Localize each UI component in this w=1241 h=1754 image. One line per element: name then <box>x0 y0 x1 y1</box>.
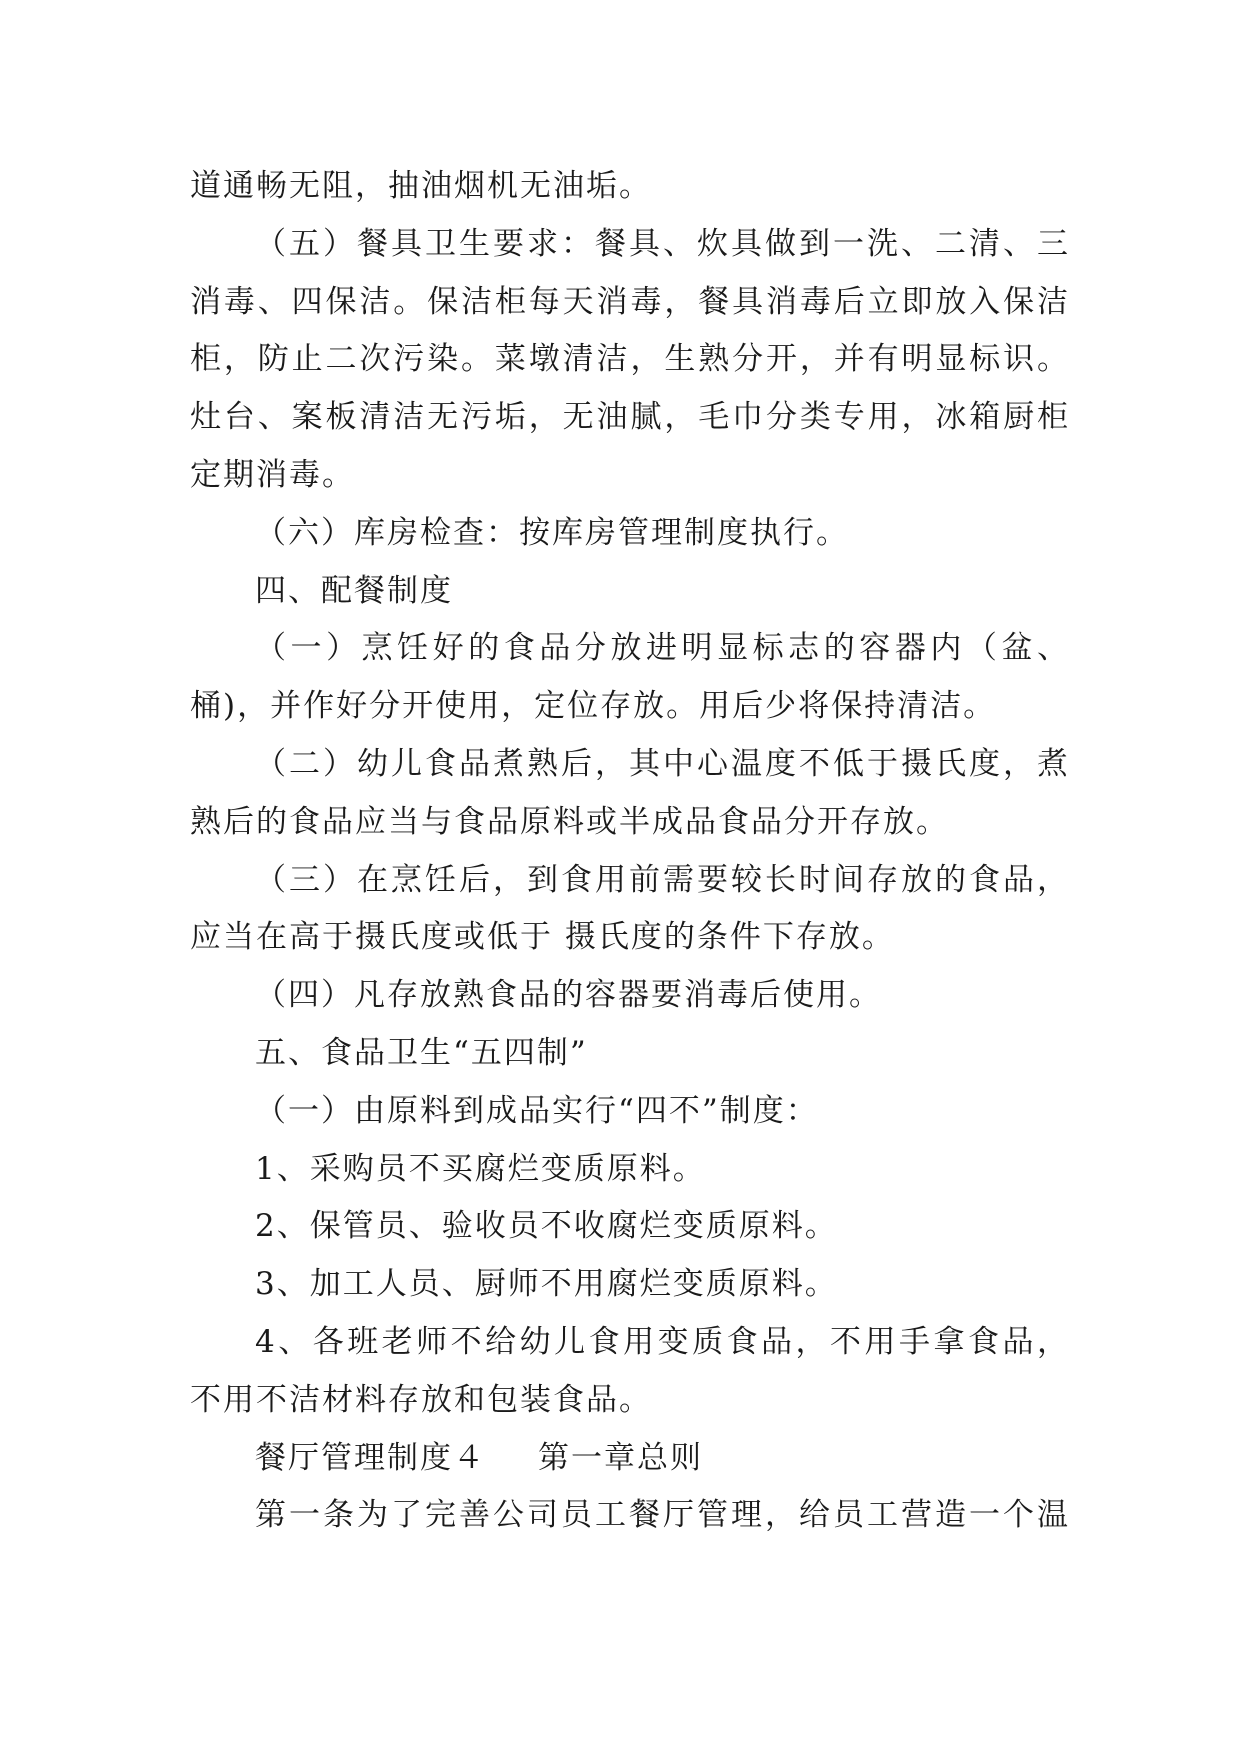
paragraph-line: （五）餐具卫生要求：餐具、炊具做到一洗、二清、三 <box>255 225 1070 262</box>
section-heading: 五、食品卫生“五四制” <box>255 1034 588 1071</box>
paragraph-line: （一）由原料到成品实行“四不”制度： <box>255 1092 819 1129</box>
paragraph-line: 不用不洁材料存放和包装食品。 <box>190 1381 652 1418</box>
paragraph-line: （六）库房检查：按库房管理制度执行。 <box>255 514 849 551</box>
document-body <box>190 158 1070 1545</box>
list-item: 4、各班老师不给幼儿食用变质食品，不用手拿食品， <box>255 1323 1070 1360</box>
paragraph-line: （一）烹饪好的食品分放进明显标志的容器内（盆、 <box>255 630 1070 667</box>
section-heading: 四、配餐制度 <box>255 572 453 609</box>
paragraph-line: 第一条为了完善公司员工餐厅管理，给员工营造一个温 <box>255 1497 1070 1534</box>
paragraph-line: 消毒、四保洁。保洁柜每天消毒，餐具消毒后立即放入保洁 <box>190 283 1070 320</box>
paragraph-line: （四）凡存放熟食品的容器要消毒后使用。 <box>255 977 882 1014</box>
paragraph-line: 定期消毒。 <box>190 456 355 493</box>
list-item: 1、采购员不买腐烂变质原料。 <box>255 1150 706 1187</box>
section-title-line <box>190 1430 1070 1488</box>
paragraph-line: （二）幼儿食品煮熟后，其中心温度不低于摄氏度，煮 <box>255 745 1070 782</box>
paragraph-line: 桶)，并作好分开使用，定位存放。用后少将保持清洁。 <box>190 688 997 725</box>
paragraph-line: 应当在高于摄氏度或低于 摄氏度的条件下存放。 <box>190 919 895 956</box>
paragraph-line: 道通畅无阻，抽油烟机无油垢。 <box>190 168 652 204</box>
paragraph-line: （三）在烹饪后，到食用前需要较长时间存放的食品， <box>255 861 1070 898</box>
document-title: 餐厅管理制度４ <box>255 1439 486 1476</box>
paragraph-line: 灶台、案板清洁无污垢，无油腻，毛巾分类专用，冰箱厨柜 <box>190 399 1070 436</box>
paragraph-line: 熟后的食品应当与食品原料或半成品食品分开存放。 <box>190 803 949 840</box>
list-item: 2、保管员、验收员不收腐烂变质原料。 <box>255 1208 838 1245</box>
paragraph-line: 柜，防止二次污染。菜墩清洁，生熟分开，并有明显标识。 <box>190 341 1070 378</box>
chapter-heading: 第一章总则 <box>538 1439 703 1476</box>
list-item: 3、加工人员、厨师不用腐烂变质原料。 <box>255 1266 838 1303</box>
